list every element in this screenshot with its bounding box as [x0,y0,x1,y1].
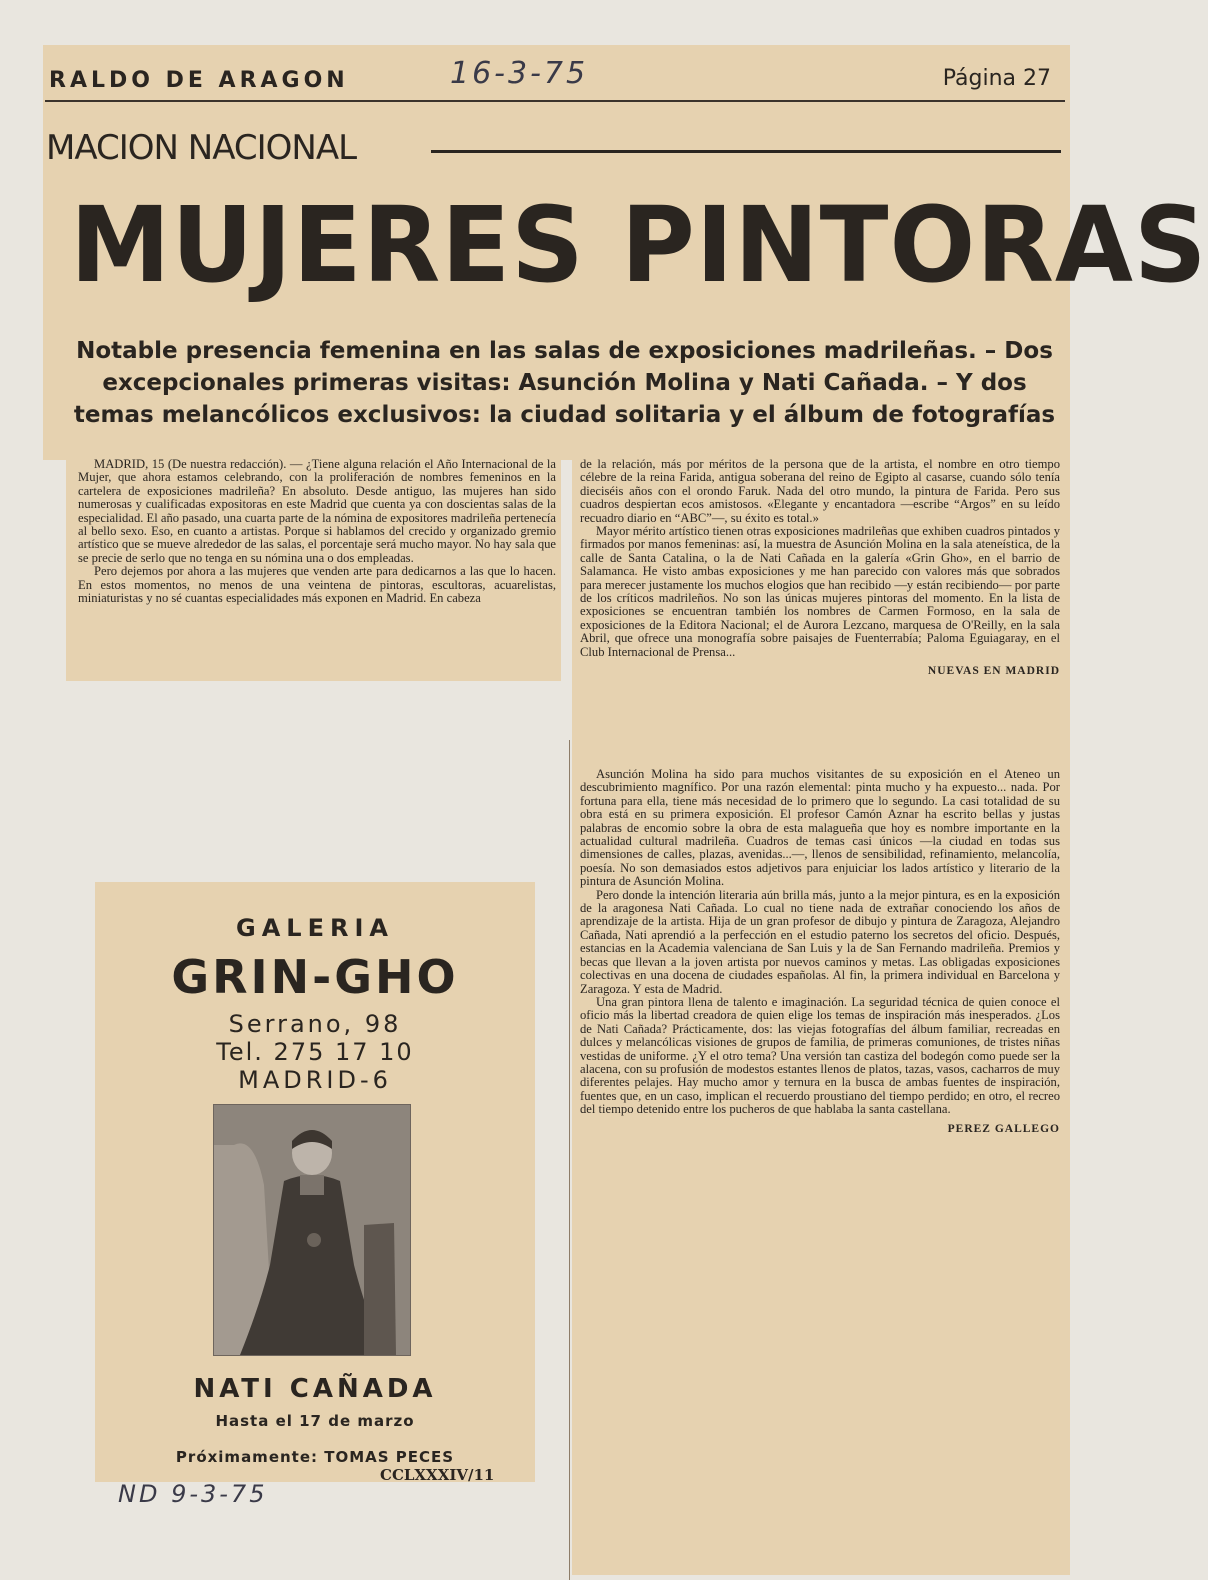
article-paragraph: Pero donde la intención literaria aún brilla más, junto a la mejor pintura, es en la exposición de la aragonesa Nati Cañada. Lo cual no tiene nada de extrañar conociendo los años de aprendizaje de la artista. Hija de un gran profesor de dibujo y pintura de Zaragoza, Alejandro Cañada, Nati aprendió a la perfección en el estudio paterno los secretos del oficio. Después, estancias en la Academia valenciana de San Luis y la de San Fernando madrileña. Premios y becas que llevan a la joven artista por nuevos caminos y metas. Las obligadas exposiciones colectivas en una docena de ciudades españolas. Al fin, la primera individual en Barcelona y Zaragoza. Y esta de Madrid. [580,887,1060,996]
masthead [45,56,1065,102]
catalog-number: CCLXXXIV/11 [380,1466,495,1484]
article-column-2 [580,458,1060,679]
handwritten-date: 16-3-75 [450,56,589,91]
ad-next-exhibition: Próximamente: TOMAS PECES [175,1448,455,1466]
paper-name: RALDO DE ARAGON [49,68,349,93]
ad-phone: Tel. 275 17 10 [216,1038,414,1066]
section-label: MACION NACIONAL [46,128,362,168]
handwritten-note: ND 9-3-75 [118,1480,268,1508]
ad-artist: NATI CAÑADA [193,1374,437,1404]
gallery-advertisement [95,882,535,1482]
portrait-illustration [214,1105,410,1355]
author-signature: PEREZ GALLEGO [947,1122,1060,1135]
ad-galeria-label: GALERIA [236,914,394,942]
clipping-edge [569,740,570,1580]
article-paragraph: MADRID, 15 (De nuestra redacción). — ¿Tiene alguna relación el Año Internacional de la Mujer, que ahora estamos celebrando, con la proliferación de nombres femeninos en la cartelera de exposiciones madrileña? En absoluto. Desde antiguo, las mujeres han sido numerosas y cualificadas expositoras en este Madrid que cuenta ya con doscientas salas de la especialidad. El año pasado, una cuarta parte de la nómina de expositores madrileña pertenecía al bello sexo. Eso, en cuanto a artistas. Porque si hablamos del crecido y organizado gremio artístico que se mueve alrededor de las salas, el porcentaje será mucho mayor. No hay sala que se precie de serlo que no tenga en su nómina una o dos empleadas. [78,457,557,565]
ad-city: MADRID-6 [238,1066,392,1094]
article-paragraph: Una gran pintora llena de talento e imaginación. La seguridad técnica de quien conoce el oficio más la libertad creadora de quien elige los temas de inspiración más inesperados. ¿Los de Nati Cañada? Prácticamente, dos: las viejas fotografías del álbum familiar, recreadas en dulces y melancólicas visiones de grupos de familia, de primeras comuniones, de tristes niñas vestidas de uniforme. ¿Y el otro tema? Una versión tan castiza del bodegón como puede ser la alacena, con su profusión de modestos estantes llenos de platos, tazas, vasos, cacharros de muy diferentes pelajes. Hay mucho amor y ternura en la busca de ambas fuentes de inspiración, fuentes que, en un caso, implican el recuerdo proustiano del tiempo perdido; en otro, el recreo del tiempo detenido entre los pucheros de que hablaba la santa castellana. [580,994,1060,1117]
subsection-title: NUEVAS EN MADRID [927,665,1060,678]
article-paragraph: Asunción Molina ha sido para muchos visitantes de su exposición en el Ateneo un descubrimiento magnífico. Por una razón elemental: pinta mucho y ha expuesto... nada. Por fortuna para ella, tiene más necesidad de lo primero que lo segundo. La casi totalidad de su obra está en su primera exposición. El profesor Camón Aznar ha escrito bellas y justas palabras de encomio sobre la obra de esta malagueña que hoy es nombre importante en la actualidad cultural madrileña. Cuadros de temas casi únicos —la ciudad en todas sus dimensiones de calles, plazas, avenidas...—, llenos de sensibilidad, refinamiento, melancolía, poesía. No son demasiados estos adjetivos para enjuiciar los lados artístico y literario de la pintura de Asunción Molina. [580,767,1060,889]
headline: MUJERES PINTORAS [70,184,1208,306]
article-column-3 [580,768,1060,1136]
article-column-1 [78,458,556,605]
page-number: Página 27 [942,66,1051,91]
section-header [46,128,1066,172]
article-paragraph: de la relación, más por méritos de la persona que de la artista, el nombre en otro tiempo célebre de la reina Farida, antigua soberana del reino de Egipto al casarse, cuando sólo tenía dieciséis años con el orondo Faruk. Nada del otro mundo, la pintura de Farida. Pero sus cuadros despiertan ecos amistosos. «Elegante y encantadora —escribe “Argos” en su leído recuadro diario en “ABC”—, su éxito es total.» [580,457,1060,525]
section-rule [431,150,1061,153]
article-paragraph: Pero dejemos por ahora a las mujeres que venden arte para dedicarnos a las que lo hacen. En estos momentos, no menos de una veintena de pintoras, escultoras, acuarelistas, miniaturistas y no sé cuantas especialidades más exponen en Madrid. En cabeza [78,564,556,606]
artwork-photo [213,1104,411,1356]
ad-street: Serrano, 98 [228,1010,402,1038]
subheadline: Notable presencia femenina en las salas de exposiciones madrileñas. – Dos excepcionales primeras visitas: Asunción Molina y Nati Cañada. – Y dos temas melancólicos exclusivos: la ciudad solitaria y el álbum de fotografías [73,338,1056,428]
article-paragraph: Mayor mérito artístico tienen otras exposiciones madrileñas que exhiben cuadros pintados y firmados por manos femeninas: así, la muestra de Asunción Molina en la sala ateneística, de la calle de Santa Catalina, o la de Nati Cañada en la galería «Grin Gho», en el barrio de Salamanca. He visto ambas exposiciones y me han parecido con valores más que sobrados para merecer justamente los muchos elogios que han recibido —y están recibiendo— por parte de los críticos madrileños. No son las únicas mujeres pintoras del momento. En la lista de exposiciones se encuentran también los nombres de Carmen Formoso, en la sala de exposiciones de la Editora Nacional; el de Aurora Lezcano, marquesa de O'Reilly, en la sala Abril, que ofrece una monografía sobre paisajes de Fuenterrabía; Paloma Eguiagaray, en el Club Internacional de Prensa... [580,524,1060,659]
ad-dates: Hasta el 17 de marzo [215,1412,415,1430]
ad-gallery-name: GRIN-GHO [171,950,459,1004]
